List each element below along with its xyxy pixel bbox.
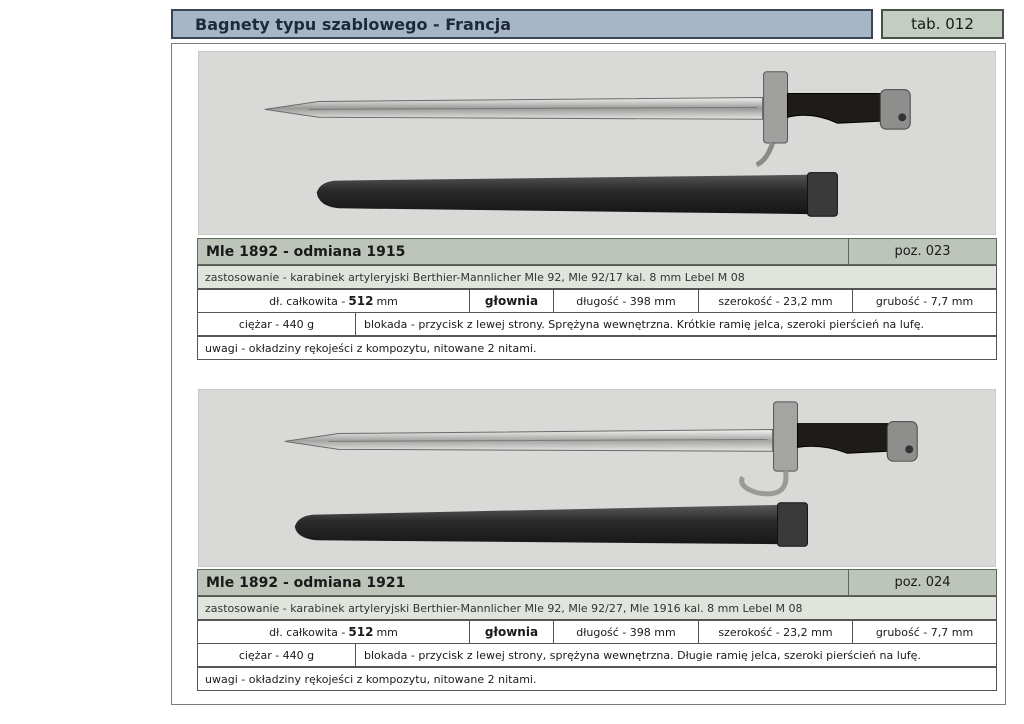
- blade-width: szerokość - 23,2 mm: [699, 290, 853, 312]
- item-name: Mle 1892 - odmiana 1921: [198, 570, 849, 595]
- item-name: Mle 1892 - odmiana 1915: [198, 239, 849, 264]
- lock-row-1: [197, 312, 997, 336]
- blade-length: długość - 398 mm: [554, 621, 699, 643]
- notes-row-1: [197, 336, 997, 360]
- blade-label: głownia: [470, 290, 554, 312]
- lock-cell: blokada - przycisk z lewej strony, sprężyna wewnętrzna. Długie ramię jelca, szeroki pierścień na lufę.: [364, 648, 921, 662]
- item-title-row-2: [197, 569, 997, 596]
- spec-row-1: [197, 289, 997, 313]
- lock-cell: blokada - przycisk z lewej strony. Sprężyna wewnętrzna. Krótkie ramię jelca, szeroki pierścień na lufę.: [364, 317, 924, 331]
- spec-row-2: [197, 620, 997, 644]
- total-length-cell: [198, 621, 470, 643]
- weight-cell: ciężar - 440 g: [198, 313, 356, 335]
- notes-text: uwagi - okładziny rękojeści z kompozytu, nitowane 2 nitami.: [205, 341, 537, 355]
- usage-row-1: [197, 265, 997, 289]
- table-number: tab. 012: [881, 9, 1004, 39]
- total-length-unit: mm: [376, 294, 398, 308]
- blade-length: długość - 398 mm: [554, 290, 699, 312]
- bayonet-photo-1: [198, 51, 996, 235]
- lock-row-2: [197, 643, 997, 667]
- usage-text: zastosowanie - karabinek artyleryjski Berthier-Mannlicher Mle 92, Mle 92/17 kal. 8 mm Lebel M 08: [205, 270, 745, 284]
- blade-thickness: grubość - 7,7 mm: [875, 294, 974, 308]
- total-length-cell: [198, 290, 470, 312]
- weight-cell: ciężar - 440 g: [198, 644, 356, 666]
- total-length-unit: mm: [376, 625, 398, 639]
- notes-row-2: [197, 667, 997, 691]
- total-length-value: 512: [348, 625, 374, 639]
- blade-label: głownia: [470, 621, 554, 643]
- blade-width: szerokość - 23,2 mm: [699, 621, 853, 643]
- total-length-label: dł. całkowita -: [269, 294, 346, 308]
- item-position: poz. 024: [894, 575, 951, 590]
- item-position: poz. 023: [894, 244, 951, 259]
- notes-text: uwagi - okładziny rękojeści z kompozytu, nitowane 2 nitami.: [205, 672, 537, 686]
- usage-text: zastosowanie - karabinek artyleryjski Berthier-Mannlicher Mle 92, Mle 92/27, Mle 1916 kal. 8 mm Lebel M 08: [205, 601, 803, 615]
- page-title: Bagnety typu szablowego - Francja: [171, 9, 873, 39]
- blade-thickness: grubość - 7,7 mm: [875, 625, 974, 639]
- usage-row-2: [197, 596, 997, 620]
- total-length-label: dł. całkowita -: [269, 625, 346, 639]
- total-length-value: 512: [348, 294, 374, 308]
- bayonet-photo-2: [198, 389, 996, 567]
- item-title-row-1: [197, 238, 997, 265]
